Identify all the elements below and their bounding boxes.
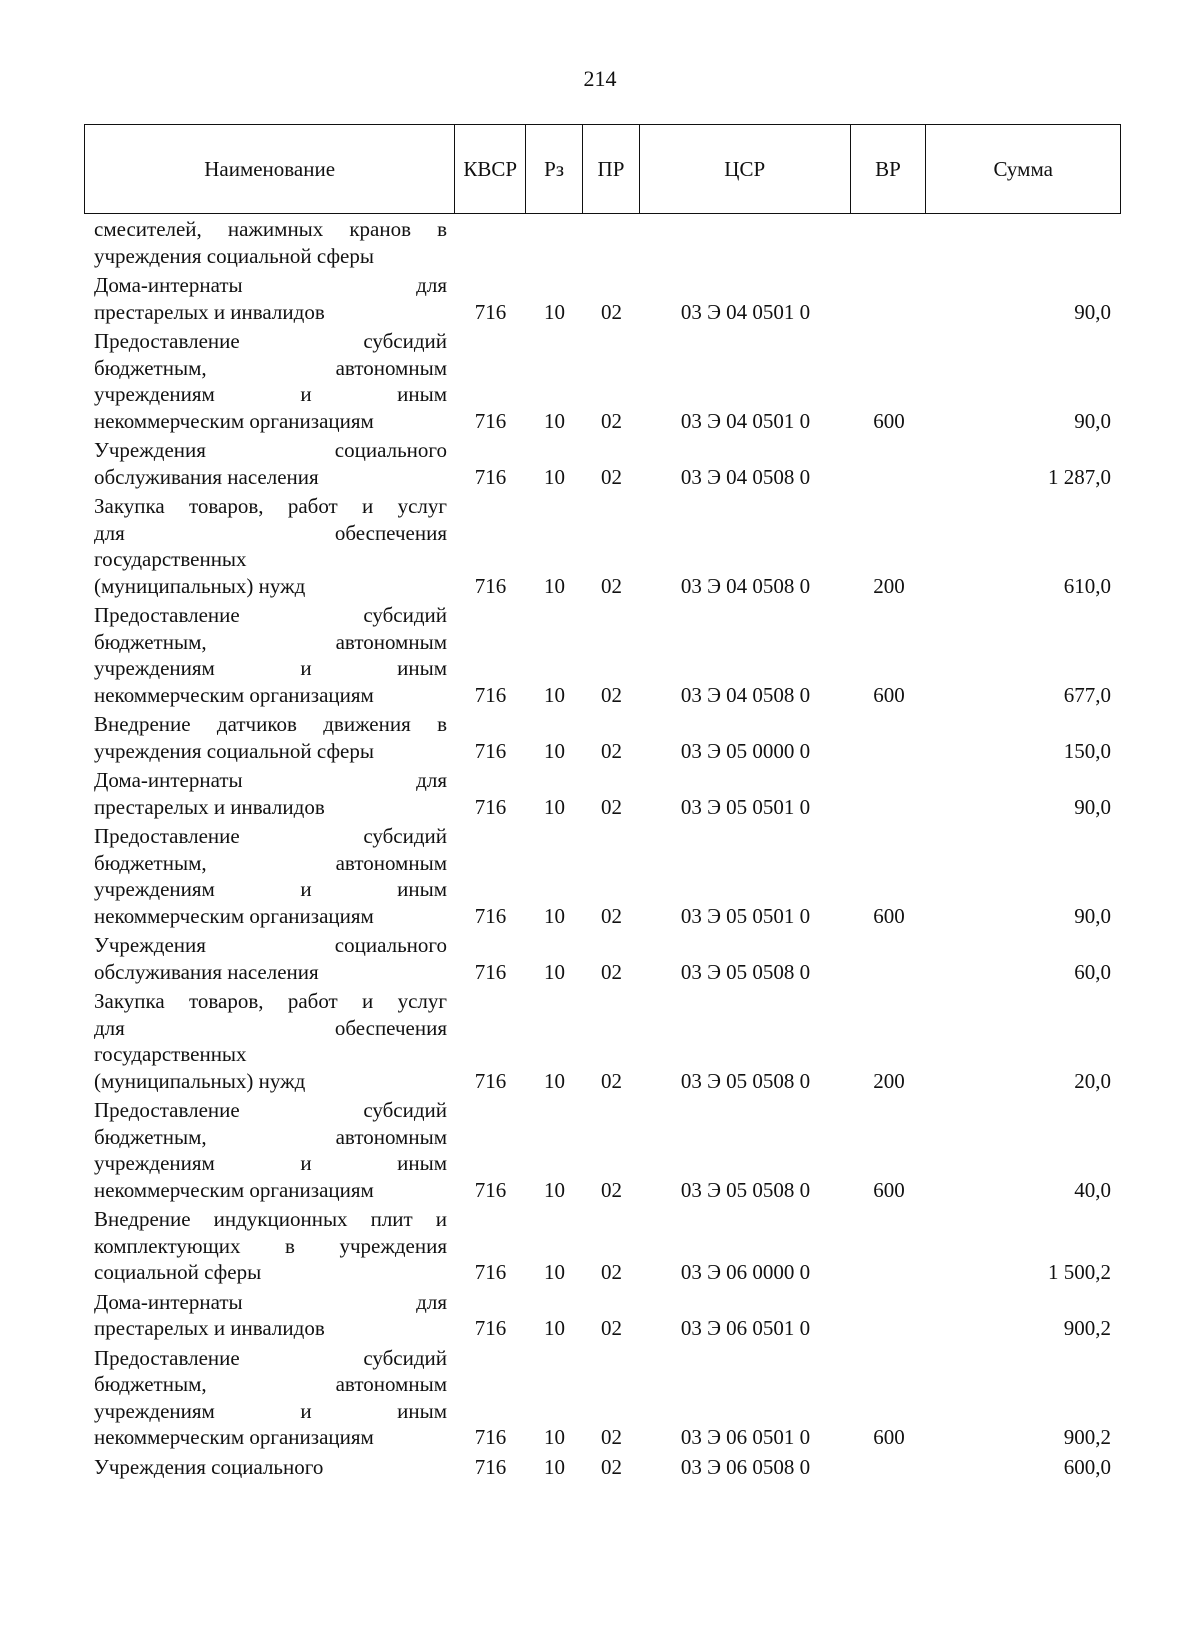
row-sum: 90,0 <box>1074 408 1111 433</box>
row-pr: 02 <box>601 1454 622 1479</box>
row-sum: 600,0 <box>1063 1454 1111 1479</box>
row-sum: 90,0 <box>1074 794 1111 819</box>
column-header-rz: Рз <box>526 125 583 213</box>
row-pr: 02 <box>601 1425 622 1449</box>
row-name <box>84 328 455 434</box>
row-pr: 02 <box>601 464 622 489</box>
row-name-line: обслуживания населения <box>94 959 319 984</box>
row-rz: 10 <box>544 1316 565 1340</box>
row-name-line: бюджетным, автономным <box>94 629 447 654</box>
row-name <box>84 1097 455 1203</box>
row-kvsr: 716 <box>474 573 507 598</box>
row-kvsr: 716 <box>474 1177 507 1202</box>
row-name-line: Учреждения социального <box>94 1454 324 1479</box>
row-name-line: некоммерческим организациям <box>94 682 374 707</box>
row-name-line: Предоставление субсидий <box>94 1345 447 1370</box>
table-row <box>84 932 1121 985</box>
row-vr: 600 <box>873 408 905 433</box>
column-header-vr: ВР <box>851 125 927 213</box>
row-name-line: учреждения социальной сферы <box>94 243 374 268</box>
column-header-name: Наименование <box>85 125 455 213</box>
column-header-kvsr: КВСР <box>455 125 526 213</box>
row-name <box>84 272 455 325</box>
table-row <box>84 1289 1121 1342</box>
row-name-line: учреждениям и иным <box>94 1151 447 1175</box>
row-name-line: Предоставление субсидий <box>94 824 447 848</box>
row-name-line: государственных <box>94 1042 247 1066</box>
row-name <box>84 216 455 269</box>
row-kvsr: 716 <box>474 464 507 489</box>
table-row <box>84 988 1121 1094</box>
row-csr: 03 Э 05 0000 0 <box>680 738 811 763</box>
row-pr: 02 <box>601 408 622 433</box>
row-sum: 40,0 <box>1074 1177 1111 1202</box>
row-pr: 02 <box>601 1260 622 1284</box>
row-vr: 200 <box>873 1068 905 1093</box>
row-name-line: комплектующих в учреждения <box>94 1233 447 1258</box>
row-kvsr: 716 <box>474 1068 507 1093</box>
table-row <box>84 437 1121 490</box>
row-kvsr: 716 <box>474 1425 507 1449</box>
row-rz: 10 <box>544 1068 565 1093</box>
row-kvsr: 716 <box>474 1260 507 1284</box>
table-row <box>84 493 1121 599</box>
row-csr: 03 Э 06 0501 0 <box>680 1316 811 1340</box>
row-pr: 02 <box>601 573 622 598</box>
row-name-line: бюджетным, автономным <box>94 850 447 875</box>
row-kvsr: 716 <box>474 959 507 984</box>
row-rz: 10 <box>544 1425 565 1449</box>
row-kvsr: 716 <box>474 794 507 819</box>
row-sum: 90,0 <box>1074 903 1111 928</box>
row-pr: 02 <box>601 1068 622 1093</box>
row-csr: 03 Э 05 0501 0 <box>680 903 811 928</box>
row-name-line: Дома-интернаты для <box>94 1289 447 1314</box>
row-name-line: некоммерческим организациям <box>94 903 374 928</box>
table-row <box>84 823 1121 929</box>
row-name-line: престарелых и инвалидов <box>94 299 325 324</box>
row-name-line: обслуживания населения <box>94 464 319 489</box>
row-kvsr: 716 <box>474 903 507 928</box>
row-csr: 03 Э 04 0508 0 <box>680 573 811 598</box>
row-csr: 03 Э 04 0501 0 <box>680 408 811 433</box>
row-pr: 02 <box>601 903 622 928</box>
row-name-line: учреждениям и иным <box>94 382 447 406</box>
row-kvsr: 716 <box>474 1454 507 1479</box>
row-name <box>84 767 455 820</box>
row-name <box>84 493 455 599</box>
row-name <box>84 1289 455 1342</box>
row-vr: 200 <box>873 573 905 598</box>
row-rz: 10 <box>544 1177 565 1202</box>
row-name-line: Предоставление субсидий <box>94 329 447 353</box>
row-name-line: бюджетным, автономным <box>94 355 447 380</box>
row-kvsr: 716 <box>474 738 507 763</box>
row-sum: 1 500,2 <box>1048 1260 1111 1284</box>
row-sum: 610,0 <box>1063 573 1111 598</box>
row-sum: 1 287,0 <box>1048 464 1111 489</box>
table-row <box>84 1206 1121 1286</box>
row-kvsr: 716 <box>474 1316 507 1340</box>
row-kvsr: 716 <box>474 408 507 433</box>
row-name-line: Закупка товаров, работ и услуг <box>94 989 447 1013</box>
table-row <box>84 328 1121 434</box>
row-name-line: бюджетным, автономным <box>94 1372 447 1396</box>
row-sum: 677,0 <box>1063 682 1111 707</box>
row-kvsr: 716 <box>474 682 507 707</box>
row-name <box>84 988 455 1094</box>
row-name <box>84 437 455 490</box>
row-name <box>84 823 455 929</box>
row-name-line: некоммерческим организациям <box>94 408 374 433</box>
row-rz: 10 <box>544 299 565 324</box>
row-rz: 10 <box>544 959 565 984</box>
row-name-line: социальной сферы <box>94 1260 262 1284</box>
table-row <box>84 602 1121 708</box>
row-name-line: учреждения социальной сферы <box>94 738 374 763</box>
row-vr: 600 <box>873 682 905 707</box>
row-name-line: престарелых и инвалидов <box>94 1316 325 1340</box>
row-csr: 03 Э 04 0508 0 <box>680 464 811 489</box>
row-csr: 03 Э 05 0501 0 <box>680 794 811 819</box>
row-csr: 03 Э 04 0508 0 <box>680 682 811 707</box>
table-row <box>84 711 1121 764</box>
row-name-line: Закупка товаров, работ и услуг <box>94 494 447 518</box>
row-name-line: (муниципальных) нужд <box>94 1068 306 1093</box>
row-rz: 10 <box>544 464 565 489</box>
row-pr: 02 <box>601 1316 622 1340</box>
row-sum: 900,2 <box>1063 1425 1111 1449</box>
row-csr: 03 Э 06 0508 0 <box>680 1454 811 1479</box>
row-name <box>84 1206 455 1286</box>
row-name-line: Дома-интернаты для <box>94 768 447 792</box>
table-row <box>84 1454 1121 1481</box>
row-rz: 10 <box>544 573 565 598</box>
row-name-line: смесителей, нажимных кранов в <box>94 217 447 241</box>
row-name-line: бюджетным, автономным <box>94 1124 447 1149</box>
row-name <box>84 1345 455 1451</box>
row-sum: 60,0 <box>1074 959 1111 984</box>
table-body <box>84 216 1121 1483</box>
row-csr: 03 Э 05 0508 0 <box>680 1068 811 1093</box>
row-vr: 600 <box>873 903 905 928</box>
row-rz: 10 <box>544 738 565 763</box>
row-csr: 03 Э 06 0501 0 <box>680 1425 811 1449</box>
row-sum: 150,0 <box>1063 738 1111 763</box>
row-pr: 02 <box>601 1177 622 1202</box>
row-name-line: Учреждения социального <box>94 933 447 957</box>
page-number: 214 <box>583 66 617 91</box>
row-name-line: учреждениям и иным <box>94 1398 447 1423</box>
row-name-line: Внедрение датчиков движения в <box>94 712 447 736</box>
row-name <box>84 711 455 764</box>
row-name-line: учреждениям и иным <box>94 656 447 680</box>
row-name-line: Предоставление субсидий <box>94 1098 447 1122</box>
row-sum: 900,2 <box>1063 1316 1111 1340</box>
row-name <box>84 602 455 708</box>
row-rz: 10 <box>544 682 565 707</box>
row-pr: 02 <box>601 738 622 763</box>
row-name-line: государственных <box>94 547 247 571</box>
row-name-line: престарелых и инвалидов <box>94 794 325 819</box>
row-csr: 03 Э 05 0508 0 <box>680 959 811 984</box>
row-csr: 03 Э 06 0000 0 <box>680 1260 811 1284</box>
row-name-line: Внедрение индукционных плит и <box>94 1207 447 1231</box>
row-name <box>84 1454 455 1481</box>
row-pr: 02 <box>601 682 622 707</box>
table-row <box>84 767 1121 820</box>
row-name-line: Учреждения социального <box>94 438 447 462</box>
row-kvsr: 716 <box>474 299 507 324</box>
table-header <box>84 124 1121 214</box>
row-name <box>84 932 455 985</box>
column-header-pr: ПР <box>583 125 640 213</box>
row-rz: 10 <box>544 794 565 819</box>
row-vr: 600 <box>873 1425 905 1449</box>
row-pr: 02 <box>601 959 622 984</box>
row-vr: 600 <box>873 1177 905 1202</box>
row-name-line: (муниципальных) нужд <box>94 573 306 598</box>
row-name-line: Предоставление субсидий <box>94 603 447 627</box>
row-sum: 20,0 <box>1074 1068 1111 1093</box>
row-rz: 10 <box>544 1260 565 1284</box>
row-name-line: учреждениям и иным <box>94 877 447 901</box>
row-rz: 10 <box>544 903 565 928</box>
row-sum: 90,0 <box>1074 299 1111 324</box>
table-row <box>84 1097 1121 1203</box>
column-header-csr: ЦСР <box>640 125 851 213</box>
row-name-line: Дома-интернаты для <box>94 273 447 297</box>
row-name-line: для обеспечения <box>94 520 447 545</box>
row-csr: 03 Э 05 0508 0 <box>680 1177 811 1202</box>
table-row <box>84 272 1121 325</box>
table-row <box>84 1345 1121 1451</box>
row-name-line: для обеспечения <box>94 1015 447 1040</box>
row-name-line: некоммерческим организациям <box>94 1425 374 1449</box>
column-header-sum: Сумма <box>993 156 1053 181</box>
row-pr: 02 <box>601 299 622 324</box>
row-pr: 02 <box>601 794 622 819</box>
row-csr: 03 Э 04 0501 0 <box>680 299 811 324</box>
row-rz: 10 <box>544 408 565 433</box>
table-row <box>84 216 1121 269</box>
row-rz: 10 <box>544 1454 565 1479</box>
row-name-line: некоммерческим организациям <box>94 1177 374 1202</box>
